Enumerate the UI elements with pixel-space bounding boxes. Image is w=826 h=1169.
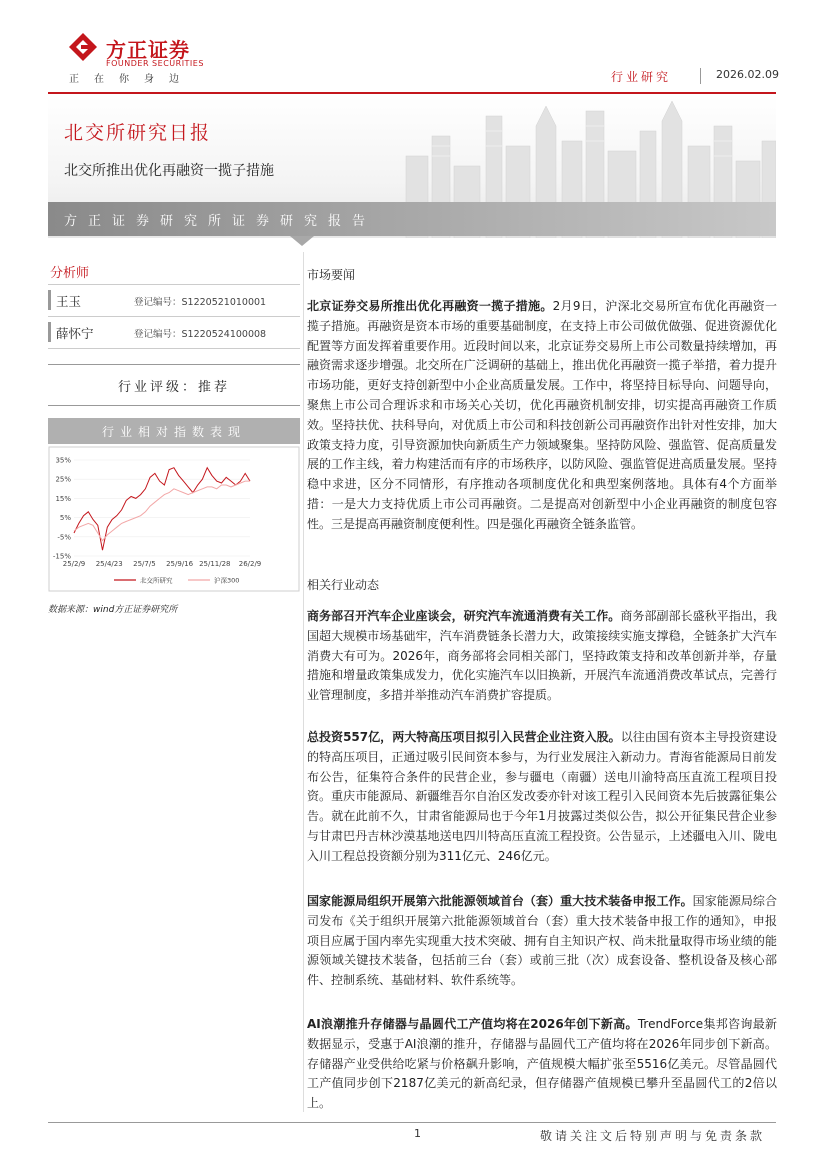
x-tick-label: 25/9/16 (166, 560, 194, 568)
divider (48, 284, 300, 285)
news-body: 国家能源局综合司发布《关于组织开展第六批能源领域首台（套）重大技术装备申报工作的通知》，申报项目应属于国内率先实现重大技术突破、拥有自主知识产权、尚未批量取得市场业绩的能源领域关键技术装备，包括前三台（套）或前三批（次）成套设备、整机设备及核心部件、控制系统、基础材料、软件系统等。 (307, 894, 777, 988)
x-tick-label: 25/2/9 (62, 560, 86, 568)
index-heading-bar (48, 418, 300, 444)
analyst-row (48, 288, 300, 314)
analyst-name: 薛怀宁 (56, 326, 94, 341)
chart-source: 数据来源：wind方正证券研究所 (48, 605, 178, 615)
news-headline: 国家能源局组织开展第六批能源领域首台（套）重大技术装备申报工作。 (307, 894, 693, 908)
series-line-csi300 (74, 481, 250, 540)
section-heading-market: 市场要闻 (307, 268, 356, 282)
news-paragraph (307, 728, 777, 867)
divider (48, 348, 300, 349)
column-divider (303, 252, 304, 1112)
founder-logo-icon (68, 32, 98, 62)
analyst-row (48, 320, 300, 346)
footer-rule (48, 1122, 776, 1123)
analyst-reg: 登记编号：S1220521010001 (134, 297, 267, 308)
divider (48, 316, 300, 317)
news-body: TrendForce集邦咨询最新数据显示，受惠于AI浪潮的推升，存储器与晶圆代工产值均将在2026年同步创下新高。存储器产业受供给吃紧与价格飙升影响，产值规模大幅扩张至5516亿美元。尽管晶圆代工产值同步创下2187亿美元的新高纪录，但存储器产值规模已攀升至晶圆代工的2倍以上。 (307, 1017, 777, 1111)
y-tick-label: 35% (55, 456, 71, 465)
news-paragraph (307, 297, 777, 535)
news-body: 以往由国有资本主导投资建设的特高压项目，正通过吸引民间资本参与，为行业发展注入新动力。青海省能源局日前发布公告，征集符合条件的民营企业，参与疆电（南疆）送电川渝特高压直流工程项目投资。重庆市能源局、新疆维吾尔自治区发改委亦针对该工程引入民间资本先后披露征集公告。就在此前不久，甘肃省能源局也于今年1月披露过类似公告，拟公开征集民营企业参与甘肃巴丹吉林沙漠基地送电四川特高压直流工程投资。公告显示，上述疆电入川、陇电入川工程总投资额分别为311亿元、246亿元。 (307, 730, 777, 863)
banner-notch (290, 236, 314, 246)
section-heading-industry: 相关行业动态 (307, 578, 380, 592)
analyst-marker (48, 290, 51, 310)
y-tick-label: 5% (59, 514, 71, 523)
analyst-name: 王玉 (56, 294, 82, 309)
news-headline: 北京证券交易所推出优化再融资一揽子措施。 (307, 299, 553, 313)
disclaimer: 敬请关注文后特别声明与免责条款 (540, 1129, 766, 1143)
x-tick-label: 26/2/9 (238, 560, 262, 568)
news-paragraph (307, 892, 777, 991)
industry-rating: 行业评级：推荐 (117, 380, 230, 395)
report-title: 北交所研究日报 (64, 122, 212, 144)
y-tick-label: -5% (57, 533, 71, 542)
x-tick-label: 25/4/23 (95, 560, 123, 568)
x-tick-label: 25/7/5 (133, 560, 156, 568)
rating-box (48, 364, 300, 406)
y-tick-label: 25% (55, 475, 71, 484)
analyst-marker (48, 322, 51, 342)
header-divider (700, 68, 701, 84)
banner-bar-text: 方正证券研究所证券研究报告 (64, 214, 377, 229)
page-number: 1 (414, 1127, 421, 1140)
analyst-reg: 登记编号：S1220524100008 (134, 329, 267, 340)
legend-label: 北交所研究 (140, 576, 173, 585)
logo-text-cn: 方正证券 (106, 38, 190, 62)
y-tick-label: -15% (52, 552, 71, 561)
report-date: 2026.02.09 (716, 68, 779, 81)
relative-index-chart (48, 446, 300, 592)
analyst-heading: 分析师 (50, 266, 90, 281)
legend-label: 沪深300 (214, 576, 240, 585)
y-tick-label: 15% (55, 494, 71, 503)
index-heading: 行业相对指数表现 (101, 425, 246, 439)
report-subtitle: 北交所推出优化再融资一揽子措施 (64, 163, 274, 179)
logo-text-en: FOUNDER SECURITIES (106, 59, 204, 68)
news-headline: AI浪潮推升存储器与晶圆代工产值均将在2026年创下新高。 (307, 1017, 638, 1031)
news-paragraph (307, 607, 777, 706)
news-body: 商务部副部长盛秋平指出，我国超大规模市场基础牢，汽车消费链条长潜力大，政策接续实施支撑稳，全链条扩大汽车消费大有可为。2026年，商务部将会同相关部门，坚持政策支持和改革创新并举，存量措施和增量政策集成发力，优化实施汽车以旧换新，开展汽车流通消费改革试点，完善行业管理制度，多措并举推动汽车消费扩容提质。 (307, 609, 777, 703)
news-paragraph (307, 1015, 777, 1114)
report-category: 行业研究 (611, 70, 672, 84)
news-headline: 总投资557亿，两大特高压项目拟引入民营企业注资入股。 (307, 730, 621, 744)
header-rule (48, 92, 776, 94)
x-tick-label: 25/11/28 (199, 560, 231, 568)
news-headline: 商务部召开汽车企业座谈会，研究汽车流通消费有关工作。 (307, 609, 621, 623)
news-body: 2月9日，沪深北交易所宣布优化再融资一揽子措施。再融资是资本市场的重要基础制度，在支持上市公司做优做强、促进资源优化配置等方面发挥着重要作用。近段时间以来，北京证券交易所上市公司数量持续增加，再融资需求逐步增强。北交所在广泛调研的基础上，推出优化再融资一揽子举措，着力提升市场功能，更好支持创新型中小企业高质量发展。工作中，将坚持目标导向、问题导向，聚焦上市公司合理诉求和市场关心关切，优化再融资机制安排，切实提高再融资工作质效。坚持扶优、扶科导向，对优质上市公司和科技创新公司再融资作出针对性安排，加大政策支持力度，引导资源加快向新质生产力领域聚集。坚持防风险、强监管、促高质量发展的工作主线，着力构建活而有序的市场秩序，以防风险、强监管促进高质量发展。坚持稳中求进，区分不同情形，有序推动各项制度优化和典型案例落地。具体有4个方面举措：一是大力支持优质上市公司再融资。二是提高对创新型中小企业再融资的制度包容性。三是提高再融资制度便利性。四是强化再融资全链条监管。 (307, 299, 777, 531)
slogan: 正在你身边 (69, 74, 194, 85)
